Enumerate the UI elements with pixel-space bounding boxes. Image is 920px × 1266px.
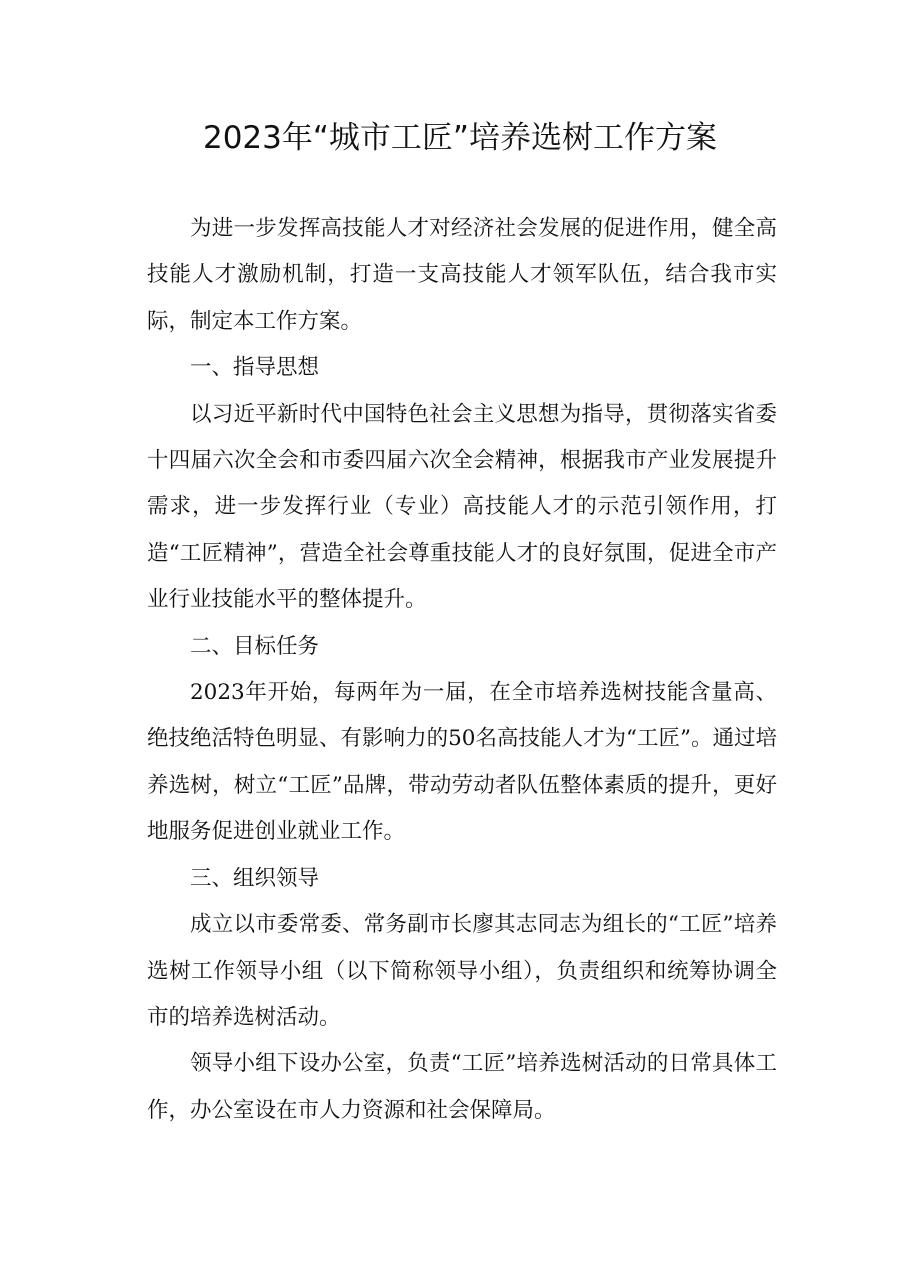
intro-paragraph: 为进一步发挥高技能人才对经济社会发展的促进作用，健全高技能人才激励机制，打造一支高技能人才领军队伍，结合我市实际，制定本工作方案。 xyxy=(147,216,777,334)
document-title: 2023年“城市工匠”培养选树工作方案 xyxy=(202,120,717,156)
goals-paragraph: 2023年开始，每两年为一届，在全市培养选树技能含量高、绝技绝活特色明显、有影响力的50名高技能人才为“工匠”。通过培养选树，树立“工匠”品牌，带动劳动者队伍整体素质的提升，更好地服务促进创业就业工作。 xyxy=(147,680,777,845)
section-heading-guiding-ideology: 一、指导思想 xyxy=(190,355,320,381)
organization-paragraph: 成立以市委常委、常务副市长廖其志同志为组长的“工匠”培养选树工作领导小组（以下简称领导小组），负责组织和统筹协调全市的培养选树活动。 xyxy=(147,912,777,1030)
section-heading-goals: 二、目标任务 xyxy=(190,633,320,659)
document-body xyxy=(147,206,777,1134)
guiding-ideology-paragraph: 以习近平新时代中国特色社会主义思想为指导，贯彻落实省委十四届六次全会和市委四届六次全会精神，根据我市产业发展提升需求，进一步发挥行业（专业）高技能人才的示范引领作用，打造“工匠精神”，营造全社会尊重技能人才的良好氛围，促进全市产业行业技能水平的整体提升。 xyxy=(147,401,777,613)
section-heading-organization: 三、组织领导 xyxy=(190,865,320,891)
office-paragraph: 领导小组下设办公室，负责“工匠”培养选树活动的日常具体工作，办公室设在市人力资源和社会保障局。 xyxy=(147,1051,777,1123)
